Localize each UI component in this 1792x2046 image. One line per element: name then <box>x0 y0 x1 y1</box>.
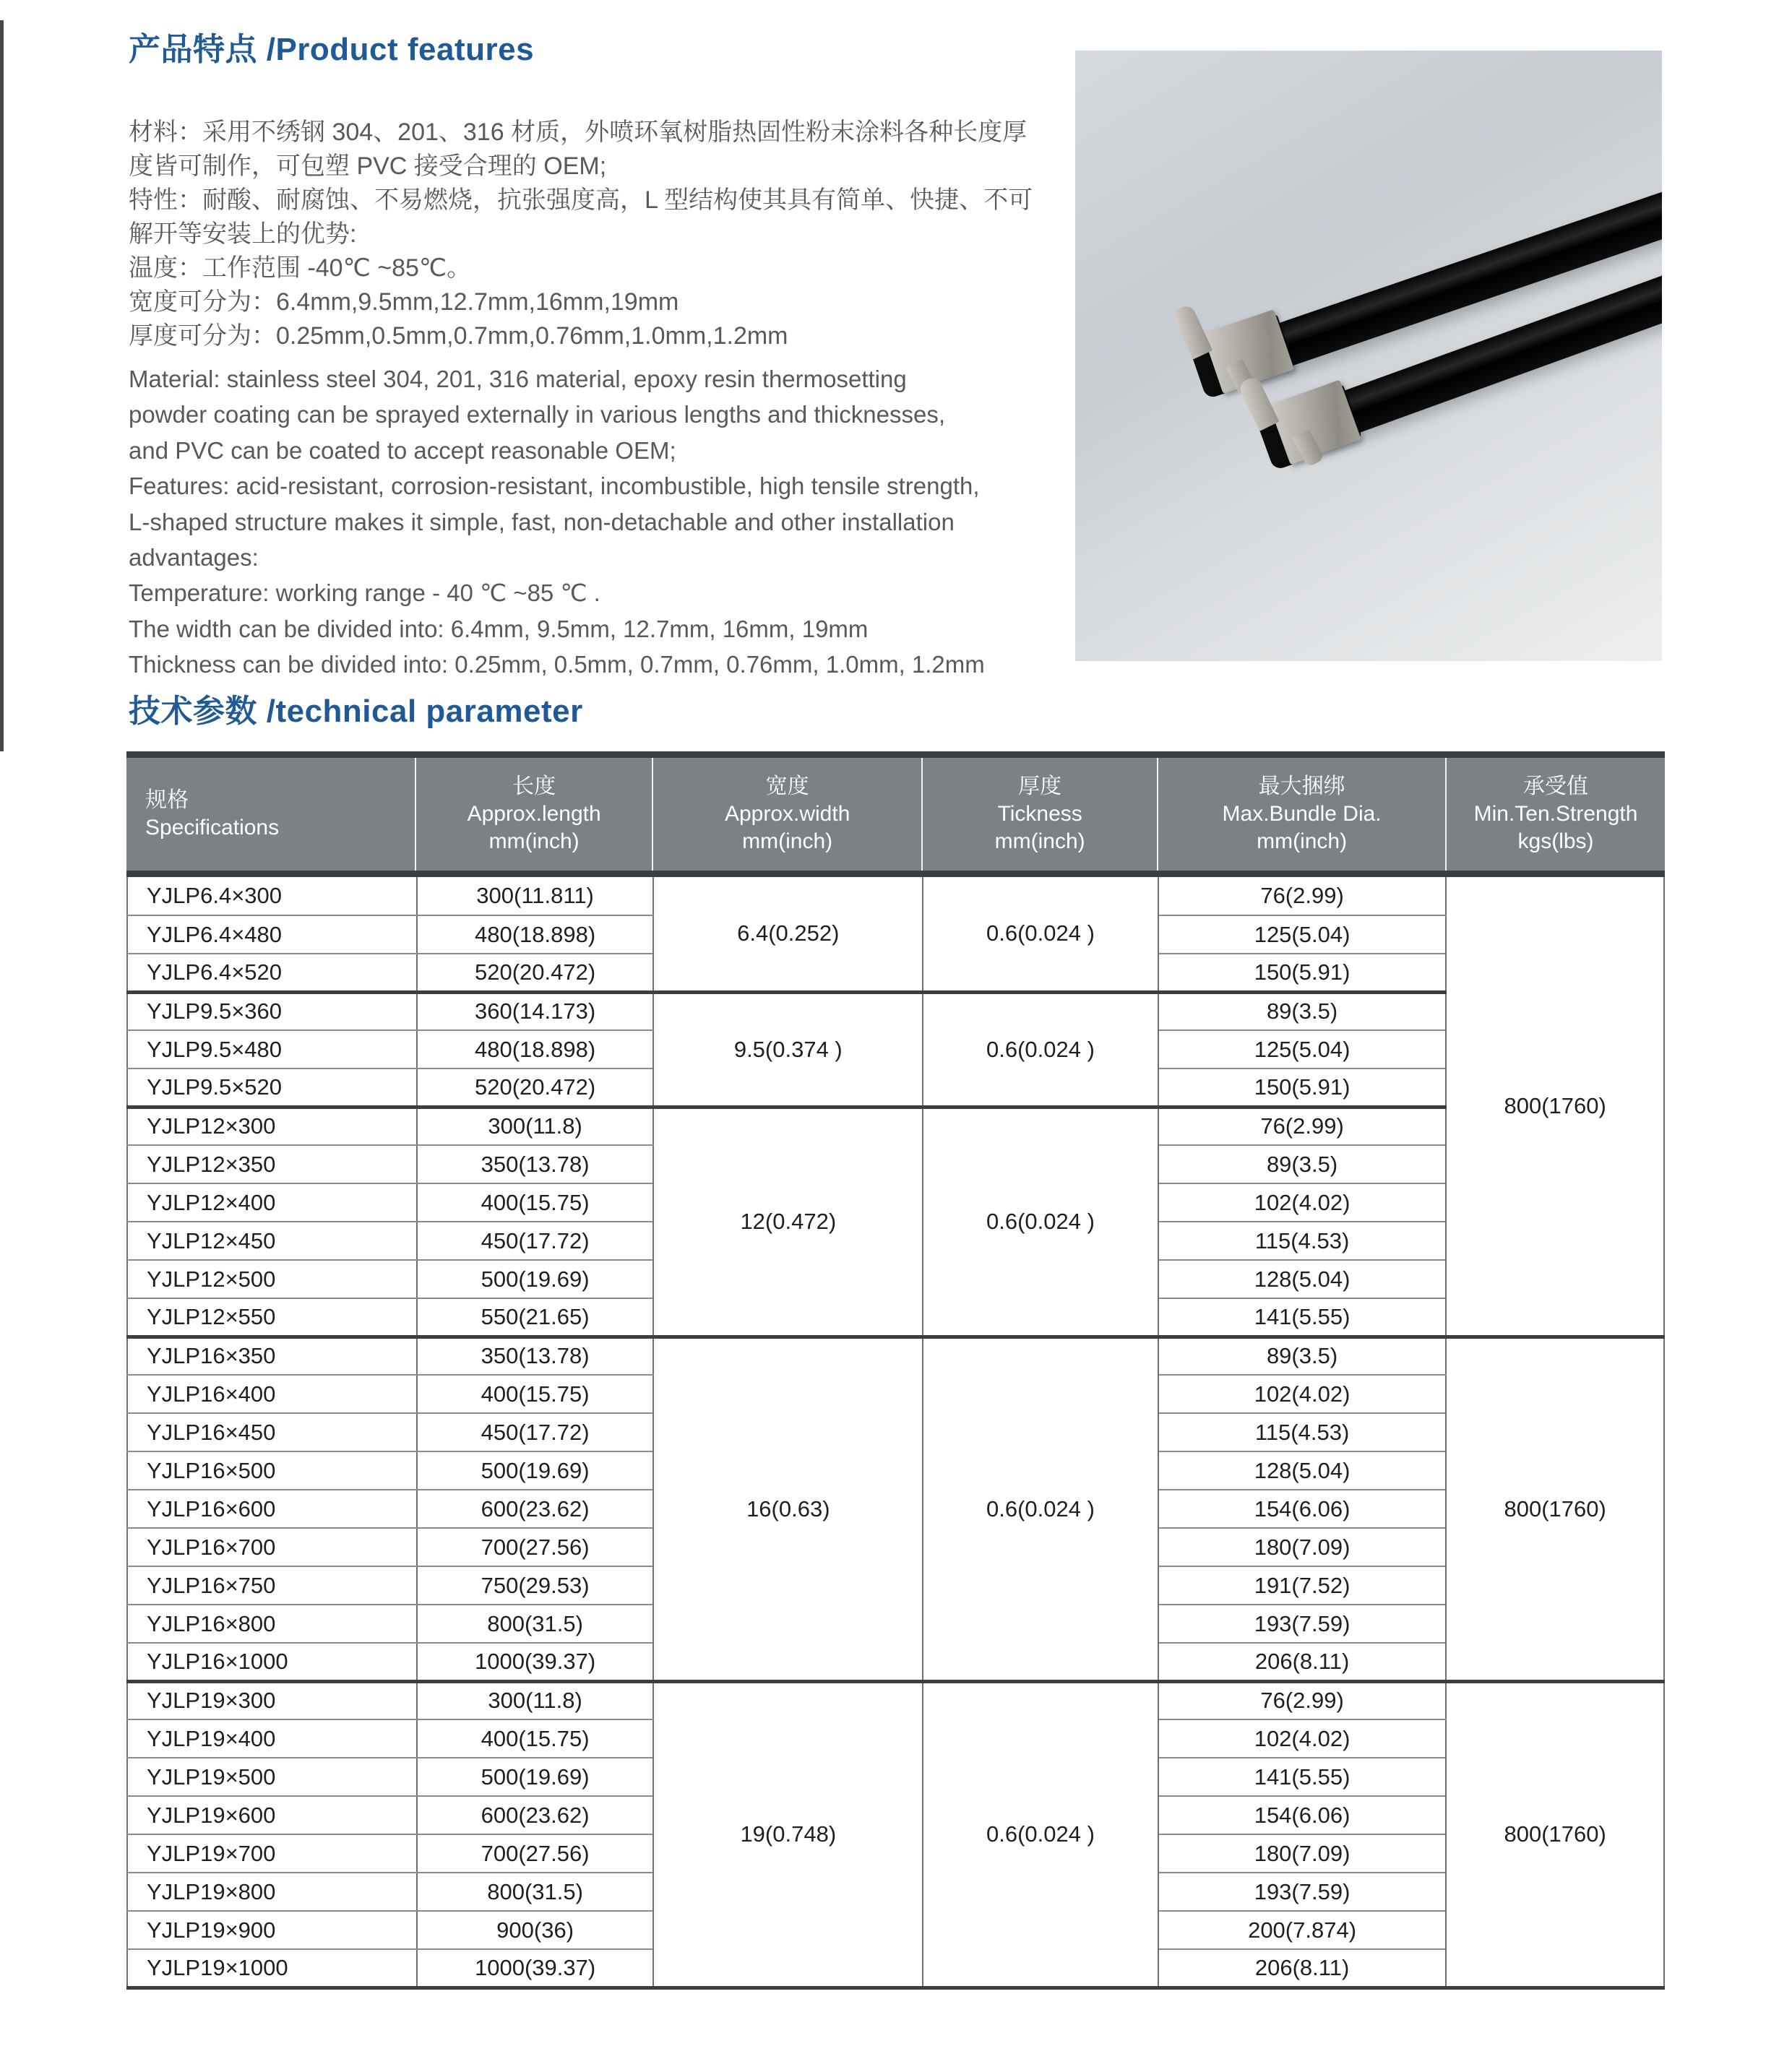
column-header: 规格 Specifications <box>126 758 416 871</box>
table-row <box>127 1337 1664 1375</box>
column-header: 最大捆绑 Max.Bundle Dia. mm(inch) <box>1158 758 1447 871</box>
table-cell: YJLP12×500 <box>127 1260 417 1298</box>
text-line: L-shaped structure makes it simple, fast, non-detachable and other installation <box>129 508 955 535</box>
technical-parameter-title: 技术参数 /technical parameter <box>129 694 583 729</box>
text-line: Temperature: working range - 40 ℃ ~85 ℃ . <box>129 579 600 607</box>
page-edge-strip <box>0 20 4 751</box>
table-cell: 360(14.173) <box>417 992 654 1030</box>
text-line: and PVC can be coated to accept reasonable OEM; <box>129 436 676 464</box>
table-body <box>126 877 1665 1990</box>
technical-parameter-table <box>126 751 1665 1990</box>
table-cell: 6.4(0.252) <box>653 877 923 992</box>
table-cell: YJLP19×800 <box>127 1873 417 1911</box>
table-cell: 350(13.78) <box>417 1145 654 1183</box>
features-paragraph-chinese <box>129 116 1033 353</box>
table-cell: 1000(39.37) <box>417 1949 654 1987</box>
table-cell: 550(21.65) <box>417 1298 654 1337</box>
column-header: 承受值 Min.Ten.Strength kgs(lbs) <box>1473 774 1638 853</box>
table-cell: 193(7.59) <box>1158 1605 1447 1643</box>
table-cell: 700(27.56) <box>417 1834 654 1873</box>
table-cell: 750(29.53) <box>417 1566 654 1605</box>
table-cell: 0.6(0.024 ) <box>923 1107 1158 1337</box>
table-cell: 300(11.8) <box>417 1107 654 1145</box>
table-cell: 76(2.99) <box>1158 1681 1447 1719</box>
table-cell: YJLP19×1000 <box>127 1949 417 1987</box>
table-cell: 19(0.748) <box>653 1681 923 1987</box>
table-cell: YJLP16×350 <box>127 1337 417 1375</box>
table-cell: 800(1760) <box>1446 1337 1664 1681</box>
product-photo-cable-ties <box>1075 51 1662 661</box>
table-row <box>127 1107 1664 1145</box>
table-cell: 400(15.75) <box>417 1183 654 1222</box>
table-cell: YJLP19×500 <box>127 1758 417 1796</box>
product-features-title: 产品特点 /Product features <box>129 32 535 67</box>
table-cell: YJLP9.5×520 <box>127 1069 417 1107</box>
table-cell: 89(3.5) <box>1158 1337 1447 1375</box>
table-cell: YJLP16×800 <box>127 1605 417 1643</box>
table-cell: YJLP9.5×360 <box>127 992 417 1030</box>
table-cell: 800(1760) <box>1446 877 1664 1337</box>
table-cell: 16(0.63) <box>653 1337 923 1681</box>
table-cell: YJLP16×700 <box>127 1528 417 1566</box>
table-cell: YJLP16×450 <box>127 1413 417 1451</box>
table-cell: 141(5.55) <box>1158 1298 1447 1337</box>
table-cell: YJLP9.5×480 <box>127 1030 417 1069</box>
table-cell: 800(31.5) <box>417 1873 654 1911</box>
table-cell: YJLP12×450 <box>127 1222 417 1260</box>
table-cell: 700(27.56) <box>417 1528 654 1566</box>
table-cell: YJLP16×750 <box>127 1566 417 1605</box>
text-line: 宽度可分为：6.4mm,9.5mm,12.7mm,16mm,19mm <box>129 288 679 316</box>
table-cell: 89(3.5) <box>1158 1145 1447 1183</box>
table-cell: YJLP6.4×480 <box>127 915 417 954</box>
table-cell: 193(7.59) <box>1158 1873 1447 1911</box>
table-cell: 300(11.8) <box>417 1681 654 1719</box>
table-cell: YJLP19×600 <box>127 1796 417 1834</box>
table-cell: 154(6.06) <box>1158 1490 1447 1528</box>
table-cell: 9.5(0.374 ) <box>653 992 923 1107</box>
table-cell: 102(4.02) <box>1158 1183 1447 1222</box>
table-cell: 76(2.99) <box>1158 1107 1447 1145</box>
column-header: 宽度 Approx.width mm(inch) <box>653 758 923 871</box>
table-cell: 800(1760) <box>1446 1681 1664 1987</box>
table-cell: YJLP19×400 <box>127 1719 417 1758</box>
table-cell: YJLP12×300 <box>127 1107 417 1145</box>
table-cell: 115(4.53) <box>1158 1413 1447 1451</box>
table-cell: 500(19.69) <box>417 1451 654 1490</box>
table-cell: 150(5.91) <box>1158 1069 1447 1107</box>
table-cell: 450(17.72) <box>417 1222 654 1260</box>
text-line: 解开等安装上的优势: <box>129 220 357 248</box>
table-cell: YJLP19×700 <box>127 1834 417 1873</box>
table-cell: 125(5.04) <box>1158 1030 1447 1069</box>
table-cell: 115(4.53) <box>1158 1222 1447 1260</box>
table-rows <box>127 877 1664 1987</box>
column-header: 厚度 Tickness mm(inch) <box>923 758 1158 871</box>
table-cell: 480(18.898) <box>417 1030 654 1069</box>
table-cell: 150(5.91) <box>1158 954 1447 992</box>
column-header: 长度 Approx.length mm(inch) <box>416 758 653 871</box>
table-cell: YJLP12×350 <box>127 1145 417 1183</box>
table-cell: 480(18.898) <box>417 915 654 954</box>
table-cell: 400(15.75) <box>417 1719 654 1758</box>
table-cell: 800(31.5) <box>417 1605 654 1643</box>
table-cell: 125(5.04) <box>1158 915 1447 954</box>
table-cell: 600(23.62) <box>417 1490 654 1528</box>
table-cell: 520(20.472) <box>417 954 654 992</box>
table-cell: YJLP16×600 <box>127 1490 417 1528</box>
table-cell: 0.6(0.024 ) <box>923 992 1158 1107</box>
table-header-row <box>126 758 1665 871</box>
features-paragraph-english <box>129 361 985 683</box>
table-cell: 206(8.11) <box>1158 1949 1447 1987</box>
table-cell: 206(8.11) <box>1158 1643 1447 1681</box>
table-cell: 180(7.09) <box>1158 1834 1447 1873</box>
text-line: 材料：采用不绣钢 304、201、316 材质，外喷环氧树脂热固性粉末涂料各种长度厚 <box>129 118 1028 146</box>
table-cell: YJLP16×400 <box>127 1375 417 1413</box>
table-row <box>127 1681 1664 1719</box>
table-cell: 76(2.99) <box>1158 877 1447 915</box>
text-line: The width can be divided into: 6.4mm, 9.5mm, 12.7mm, 16mm, 19mm <box>129 615 869 642</box>
table-header-divider <box>126 871 1665 877</box>
table-cell: 141(5.55) <box>1158 1758 1447 1796</box>
table-cell: YJLP6.4×300 <box>127 877 417 915</box>
table-cell: YJLP16×500 <box>127 1451 417 1490</box>
table-cell: 102(4.02) <box>1158 1375 1447 1413</box>
table-row <box>127 992 1664 1030</box>
table-cell: 154(6.06) <box>1158 1796 1447 1834</box>
table-cell: 0.6(0.024 ) <box>923 877 1158 992</box>
table-cell: 0.6(0.024 ) <box>923 1681 1158 1987</box>
table-top-bar <box>126 751 1665 758</box>
text-line: powder coating can be sprayed externally in various lengths and thicknesses, <box>129 401 945 428</box>
text-line: advantages: <box>129 543 259 571</box>
table-cell: 180(7.09) <box>1158 1528 1447 1566</box>
table-cell: YJLP16×1000 <box>127 1643 417 1681</box>
text-line: 特性：耐酸、耐腐蚀、不易燃烧，抗张强度高，L 型结构使其具有简单、快捷、不可 <box>129 186 1033 214</box>
table-cell: 350(13.78) <box>417 1337 654 1375</box>
table-cell: 500(19.69) <box>417 1260 654 1298</box>
table-cell: 520(20.472) <box>417 1069 654 1107</box>
table-cell: 128(5.04) <box>1158 1260 1447 1298</box>
table-cell: YJLP6.4×520 <box>127 954 417 992</box>
text-line: Features: acid-resistant, corrosion-resistant, incombustible, high tensile strength, <box>129 472 980 500</box>
table-cell: 200(7.874) <box>1158 1911 1447 1949</box>
text-line: Material: stainless steel 304, 201, 316 material, epoxy resin thermosetting <box>129 366 907 392</box>
table-cell: 400(15.75) <box>417 1375 654 1413</box>
table-cell: 300(11.811) <box>417 877 654 915</box>
table-cell: 89(3.5) <box>1158 992 1447 1030</box>
text-line: Thickness can be divided into: 0.25mm, 0.5mm, 0.7mm, 0.76mm, 1.0mm, 1.2mm <box>129 651 985 678</box>
table-cell: 1000(39.37) <box>417 1643 654 1681</box>
text-line: 厚度可分为：0.25mm,0.5mm,0.7mm,0.76mm,1.0mm,1.2mm <box>129 322 788 350</box>
text-line: 温度：工作范围 -40℃ ~85℃。 <box>129 254 472 282</box>
table-row <box>127 877 1664 915</box>
table-cell: 128(5.04) <box>1158 1451 1447 1490</box>
text-line: 度皆可制作，可包塑 PVC 接受合理的 OEM; <box>129 152 607 180</box>
table-cell: YJLP12×400 <box>127 1183 417 1222</box>
table-cell: 500(19.69) <box>417 1758 654 1796</box>
table-cell: YJLP19×900 <box>127 1911 417 1949</box>
table-cell: YJLP12×550 <box>127 1298 417 1337</box>
table-cell: 600(23.62) <box>417 1796 654 1834</box>
table-cell: 900(36) <box>417 1911 654 1949</box>
table-cell: 450(17.72) <box>417 1413 654 1451</box>
table-cell: 191(7.52) <box>1158 1566 1447 1605</box>
table-cell: YJLP19×300 <box>127 1681 417 1719</box>
table-cell: 0.6(0.024 ) <box>923 1337 1158 1681</box>
table-cell: 12(0.472) <box>653 1107 923 1337</box>
table-cell: 102(4.02) <box>1158 1719 1447 1758</box>
